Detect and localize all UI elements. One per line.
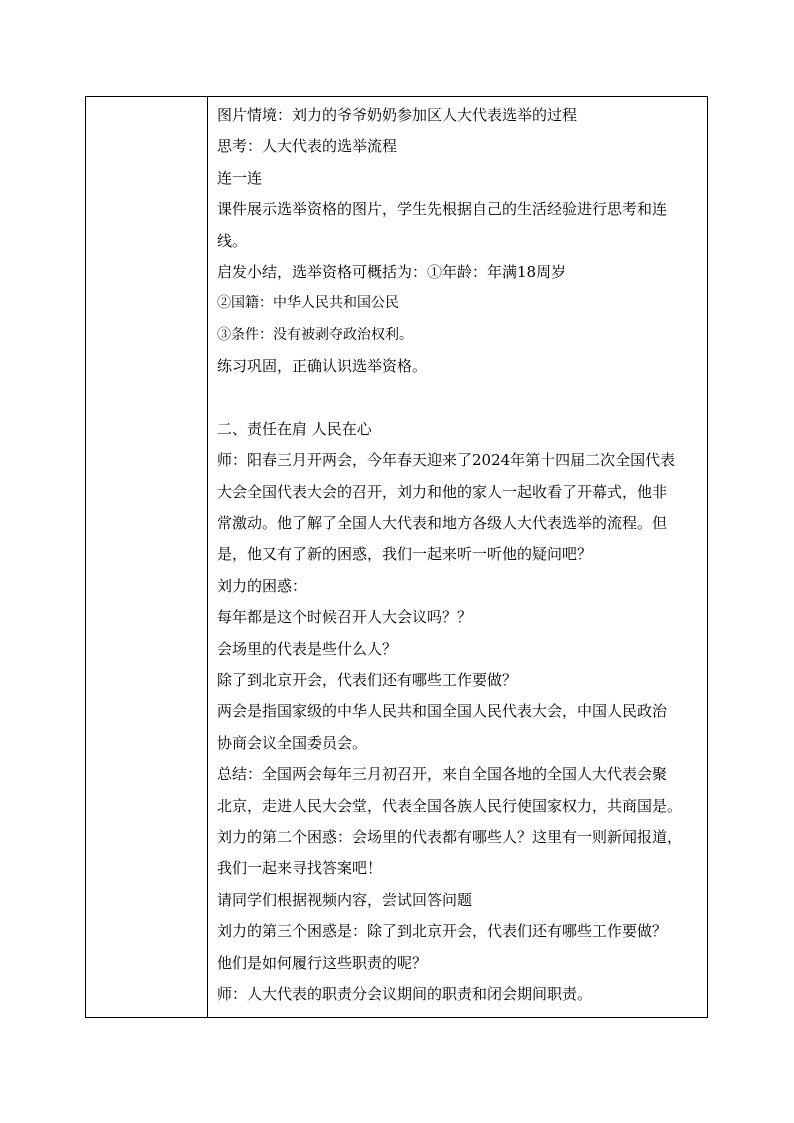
- text-line: 常激动。他了解了全国人大代表和地方各级人大代表选举的流程。但: [217, 514, 668, 533]
- text-line: 思考：人大代表的选举流程: [217, 137, 398, 156]
- section-heading: 二、责任在肩 人民在心: [217, 419, 372, 438]
- text-line: 两会是指国家级的中华人民共和国全国人民代表大会，中国人民政治: [217, 702, 668, 721]
- text-line: 线。: [217, 231, 248, 250]
- text-line: 他们是如何履行这些职责的呢？: [217, 953, 428, 972]
- text-line: 请同学们根据视频内容，尝试回答问题: [217, 890, 473, 909]
- text-line: 每年都是这个时候召开人大会议吗？？: [217, 608, 473, 627]
- text-line: 大会全国代表大会的召开，刘力和他的家人一起收看了开幕式，他非: [217, 482, 668, 501]
- text-line: ②国籍：中华人民共和国公民: [217, 295, 399, 312]
- text-line: 是，他又有了新的困惑，我们一起来听一听他的疑问吧？: [217, 545, 593, 564]
- text-line: 启发小结，选举资格可概括为：①年龄：年满18周岁: [217, 262, 567, 281]
- content-cell: [208, 97, 707, 1017]
- text-line: 刘力的第三个困惑是：除了到北京开会，代表们还有哪些工作要做？: [217, 922, 668, 941]
- text-line: 会场里的代表是些什么人？: [217, 639, 398, 658]
- text-line: 图片情境：刘力的爷爷奶奶参加区人大代表选举的过程: [217, 106, 578, 124]
- text-line: 除了到北京开会，代表们还有哪些工作要做？: [217, 671, 518, 690]
- text-line: 练习巩固，正确认识选举资格。: [217, 357, 428, 376]
- text-line: 师：阳春三月开两会，今年春天迎来了2024年第十四届二次全国代表: [217, 451, 676, 470]
- text-line: 协商会议全国委员会。: [217, 733, 368, 752]
- text-line: 课件展示选举资格的图片，学生先根据自己的生活经验进行思考和连: [217, 200, 668, 219]
- text-line: ③条件：没有被剥夺政治权利。: [217, 326, 413, 343]
- lesson-plan-table: [85, 96, 708, 1018]
- text-line: 北京，走进人民大会堂，代表全国各族人民行使国家权力，共商国是。: [217, 796, 683, 815]
- left-column-cell: [86, 97, 208, 1017]
- text-line: 刘力的第二个困惑：会场里的代表都有哪些人？这里有一则新闻报道，: [217, 827, 683, 846]
- text-line: 师：人大代表的职责分会议期间的职责和闭会期间职责。: [217, 984, 593, 1003]
- text-line: 连一连: [217, 168, 263, 187]
- blank-line: [217, 383, 703, 414]
- text-line: 刘力的困惑：: [217, 576, 308, 595]
- text-line: 我们一起来寻找答案吧！: [217, 859, 383, 878]
- text-line: 总结：全国两会每年三月初召开，来自全国各地的全国人大代表会聚: [217, 765, 668, 784]
